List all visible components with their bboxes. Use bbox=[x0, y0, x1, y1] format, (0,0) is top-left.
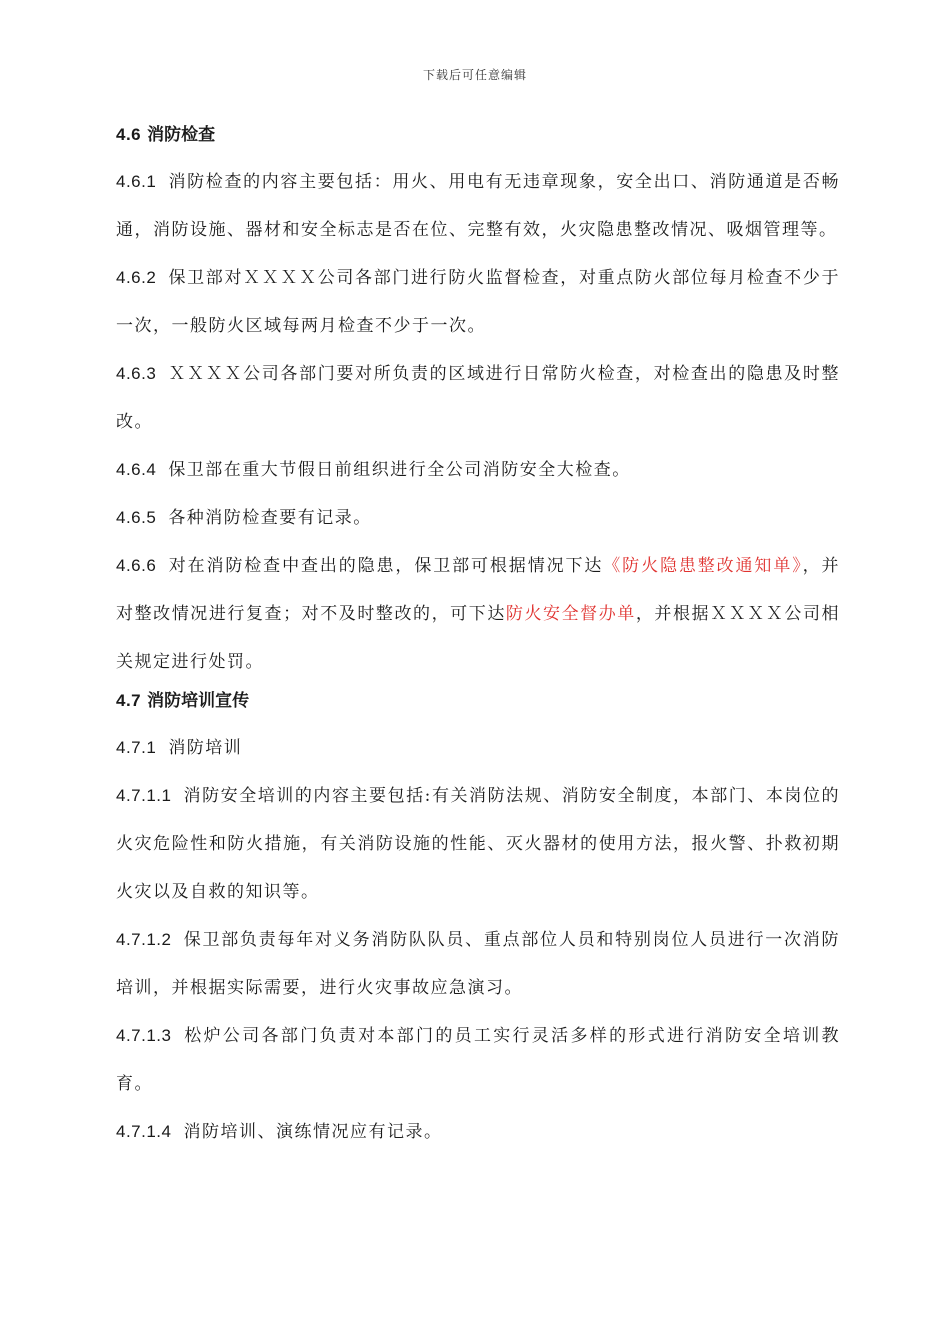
paragraph-4-7-1-4 bbox=[116, 1108, 840, 1156]
clause-number: 4.7.1 bbox=[116, 738, 157, 757]
page-header: 下载后可任意编辑 bbox=[422, 68, 527, 82]
clause-text: 保卫部在重大节假日前组织进行全公司消防安全大检查。 bbox=[168, 460, 631, 480]
paragraph-4-7-1-1 bbox=[116, 772, 840, 916]
paragraph-4-7-1 bbox=[116, 724, 840, 772]
clause-number: 4.6.1 bbox=[116, 172, 157, 191]
clause-text: 保卫部负责每年对义务消防队队员、重点部位人员和特别岗位人员进行一次消防培训，并根据实际需要，进行火灾事故应急演习。 bbox=[116, 930, 840, 998]
clause-number: 4.6.6 bbox=[116, 556, 157, 575]
clause-text: ，并对整改情况进行复查；对不及时整改的，可下达 bbox=[116, 556, 841, 624]
clause-number: 4.6.4 bbox=[116, 460, 157, 479]
paragraph-4-6-3 bbox=[116, 350, 840, 446]
clause-number: 4.6.3 bbox=[116, 364, 157, 383]
clause-number: 4.6.5 bbox=[116, 508, 157, 527]
clause-text: 消防检查的内容主要包括：用火、用电有无违章现象，安全出口、消防通道是否畅通，消防设施、器材和安全标志是否在位、完整有效，火灾隐患整改情况、吸烟管理等。 bbox=[116, 172, 840, 240]
clause-text: 松炉公司各部门负责对本部门的员工实行灵活多样的形式进行消防安全培训教育。 bbox=[116, 1026, 840, 1094]
section-number: 4.7 bbox=[116, 691, 142, 710]
document-body bbox=[116, 120, 840, 1156]
section-heading-4-6 bbox=[116, 120, 840, 150]
clause-text: 对在消防检查中查出的隐患，保卫部可根据情况下达 bbox=[168, 556, 604, 576]
paragraph-4-6-5 bbox=[116, 494, 840, 542]
section-heading-4-7 bbox=[116, 686, 840, 716]
paragraph-4-7-1-3 bbox=[116, 1012, 840, 1108]
paragraph-4-6-4 bbox=[116, 446, 840, 494]
clause-text: 各种消防检查要有记录。 bbox=[168, 508, 372, 528]
clause-number: 4.6.2 bbox=[116, 268, 157, 287]
clause-number: 4.7.1.4 bbox=[116, 1122, 172, 1141]
clause-text: 保卫部对ＸＸＸＸ公司各部门进行防火监督检查，对重点防火部位每月检查不少于一次，一般防火区域每两月检查不少于一次。 bbox=[116, 268, 840, 336]
section-number: 4.6 bbox=[116, 125, 142, 144]
paragraph-4-7-1-2 bbox=[116, 916, 840, 1012]
paragraph-4-6-1 bbox=[116, 158, 840, 254]
paragraph-4-6-6 bbox=[116, 542, 840, 686]
notice-form-name: 《防火隐患整改通知单》 bbox=[603, 556, 803, 576]
clause-number: 4.7.1.2 bbox=[116, 930, 172, 949]
section-title: 消防培训宣传 bbox=[147, 691, 250, 711]
clause-number: 4.7.1.1 bbox=[116, 786, 172, 805]
clause-text: 消防培训、演练情况应有记录。 bbox=[183, 1122, 443, 1142]
clause-text: ＸＸＸＸ公司各部门要对所负责的区域进行日常防火检查，对检查出的隐患及时整改。 bbox=[116, 364, 840, 432]
paragraph-4-6-2 bbox=[116, 254, 840, 350]
clause-number: 4.7.1.3 bbox=[116, 1026, 172, 1045]
supervision-form-name: 防火安全督办单 bbox=[505, 604, 636, 624]
clause-text: 消防安全培训的内容主要包括:有关消防法规、消防安全制度，本部门、本岗位的火灾危险性和防火措施，有关消防设施的性能、灭火器材的使用方法，报火警、扑救初期火灾以及自救的知识等。 bbox=[116, 786, 840, 902]
clause-text: 消防培训 bbox=[168, 738, 243, 758]
clause-text: ，并根据ＸＸＸＸ公司相关规定进行处罚。 bbox=[116, 604, 841, 672]
section-title: 消防检查 bbox=[147, 125, 216, 145]
